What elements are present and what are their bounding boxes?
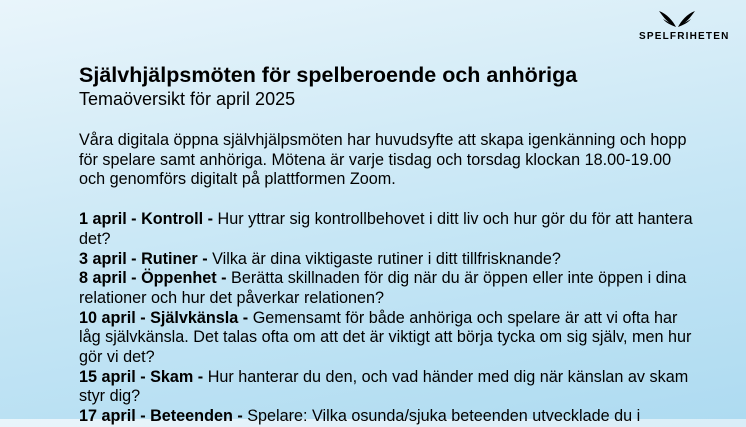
schedule-item: 17 april - Beteenden - Spelare: Vilka osunda/sjuka beteenden utvecklade du i xyxy=(79,407,641,426)
schedule-description: Hur hanterar du den, och vad händer med dig när känslan av skam styr dig? xyxy=(79,367,689,406)
schedule-description: Hur yttrar sig kontrollbehovet i ditt liv och hur gör du för att hantera det? xyxy=(79,210,693,248)
schedule-topic: Självkänsla xyxy=(150,308,239,327)
page-title: Självhjälpsmöten för spelberoende och anhöriga xyxy=(79,63,578,87)
schedule-item: 3 april - Rutiner - Vilka är dina viktigaste rutiner i ditt tillfrisknande? xyxy=(79,249,561,268)
theme-schedule xyxy=(79,210,699,427)
schedule-date: 1 april xyxy=(79,210,127,229)
schedule-description: Berätta skillnaden för dig när du är öppen eller inte öppen i dina relationer och hur det påverkar relationen? xyxy=(79,269,687,307)
schedule-topic: Skam xyxy=(150,367,194,386)
brand-logo xyxy=(639,8,730,42)
schedule-topic: Beteenden xyxy=(150,407,233,426)
schedule-topic: Rutiner xyxy=(141,249,198,268)
schedule-item: 8 april - Öppenhet - Berätta skillnaden för dig när du är öppen eller inte öppen i dina relationer och hur det påverkar relationen? xyxy=(79,269,687,307)
schedule-date: 10 april xyxy=(79,308,136,327)
intro-paragraph: Våra digitala öppna självhjälpsmöten har huvudsyfte att skapa igenkänning och hopp för spelare samt anhöriga. Mötena är varje tisdag och torsdag klockan 18.00-19.00 och genomförs digitalt på plattformen Zoom. xyxy=(79,131,687,189)
schedule-description: Spelare: Vilka osunda/sjuka beteenden utvecklade du i xyxy=(247,407,641,426)
brand-name: SPELFRIHETEN xyxy=(639,31,730,42)
schedule-item: 15 april - Skam - Hur hanterar du den, och vad händer med dig när känslan av skam styr dig? xyxy=(79,367,689,406)
schedule-description: Vilka är dina viktigaste rutiner i ditt tillfrisknande? xyxy=(212,249,561,268)
page-subtitle: Temaöversikt för april 2025 xyxy=(79,89,296,109)
schedule-date: 3 april xyxy=(79,249,127,268)
schedule-topic: Kontroll xyxy=(141,210,204,229)
wings-icon xyxy=(658,8,696,28)
schedule-topic: Öppenhet xyxy=(141,269,217,288)
schedule-item: 10 april - Självkänsla - Gemensamt för både anhöriga och spelare är att vi ofta har låg självkänsla. Det talas ofta om att det är viktigt att börja tycka om sig själv, men hur gör vi det? xyxy=(79,308,692,367)
schedule-description: Gemensamt för både anhöriga och spelare är att vi ofta har låg självkänsla. Det talas ofta om att det är viktigt att börja tycka om sig själv, men hur gör vi det? xyxy=(79,308,692,367)
schedule-date: 15 april xyxy=(79,367,136,386)
schedule-date: 17 april xyxy=(79,407,136,426)
schedule-item: 1 april - Kontroll - Hur yttrar sig kontrollbehovet i ditt liv och hur gör du för att hantera det? xyxy=(79,210,693,248)
document-body xyxy=(79,62,699,427)
schedule-date: 8 april xyxy=(79,269,127,288)
